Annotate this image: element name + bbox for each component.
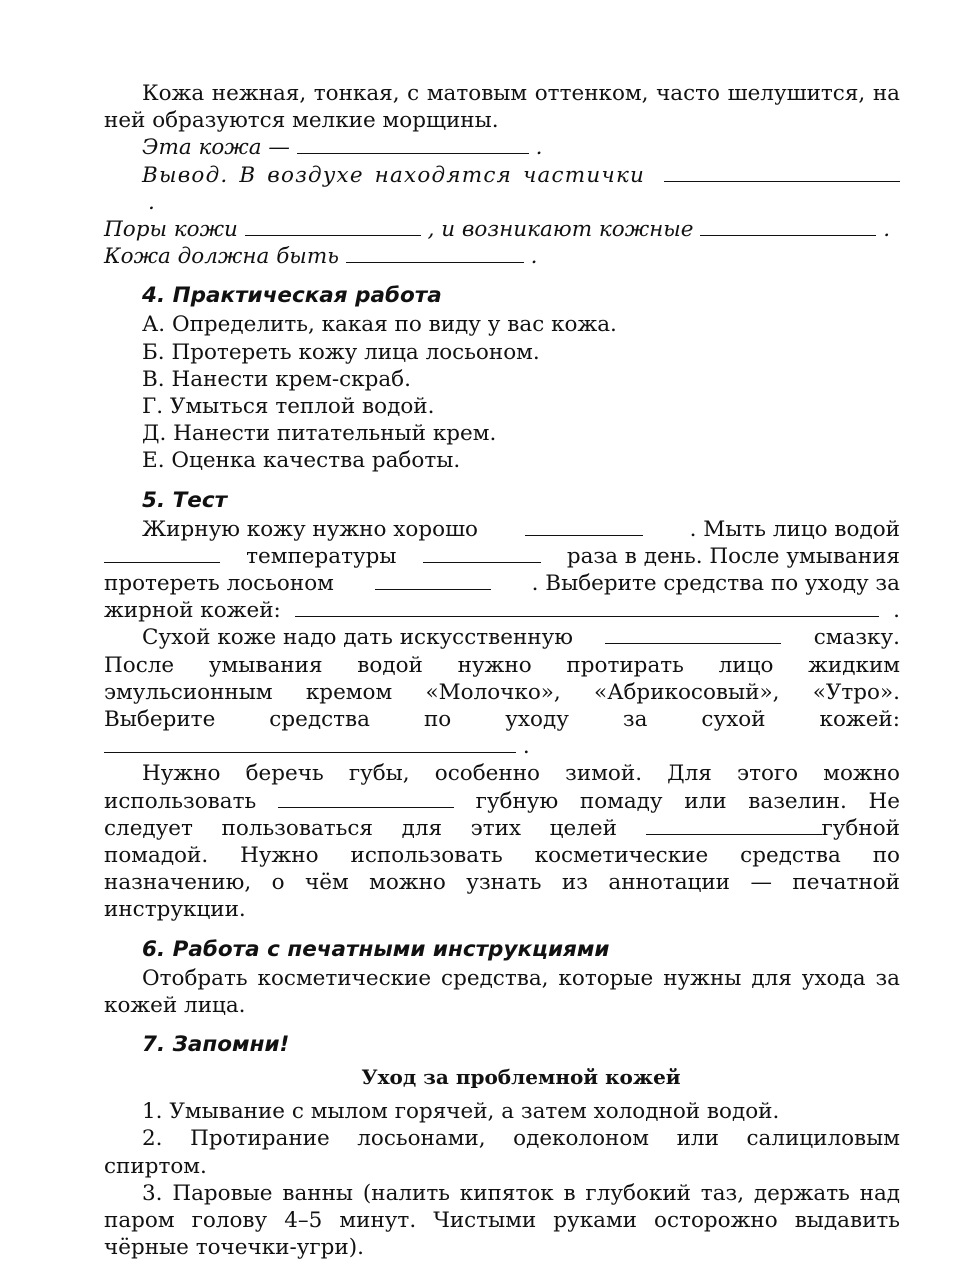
list-item: Д. Нанести питательный крем. (142, 421, 497, 447)
test-text: пользоваться для этих целей (221, 815, 617, 841)
list-item: Б. Протереть кожу лица лосьоном. (142, 339, 540, 365)
test-text: губной помадой. Нужно использовать косметические средства по назначению, о чём можно узнать из аннотации — печатной инструкции. (104, 815, 900, 923)
test-text: После умывания водой нужно протирать лицо жидким эмульсионным кремом «Молочко», «Абрикосовый», «Утро». Выберите средства по уходу за сухой кожей: (104, 652, 900, 733)
list-item: 1. Умывание с мылом горячей, а затем холодной водой. (142, 1099, 780, 1125)
section-6-text: Отобрать косметические средства, которые нужны для ухода за кожей лица. (104, 965, 900, 1018)
blank-water-temp[interactable] (104, 544, 220, 563)
section-4-heading: 4. Практическая работа (142, 283, 442, 309)
test-line-1 (104, 516, 900, 543)
blank-dry-products[interactable] (104, 734, 516, 753)
must-be-line (104, 243, 900, 270)
conclusion-line (104, 162, 900, 216)
list-item: А. Определить, какая по виду у вас кожа. (142, 312, 617, 338)
list-item: 2. Протирание лосьонами, одеколоном или салициловым спиртом. (104, 1126, 900, 1179)
list-item: Е. Оценка качества работы. (142, 448, 461, 474)
test-lips-paragraph (104, 760, 900, 923)
intro-paragraph: Кожа нежная, тонкая, с матовым оттенком, часто шелушится, на ней образуются мелкие морщины. (104, 81, 900, 134)
blank-artificial[interactable] (605, 625, 781, 644)
blank-lipstick-type[interactable] (278, 789, 454, 808)
test-line-2 (104, 543, 900, 570)
blank-oily-products[interactable] (295, 598, 879, 617)
blank-skin-disease[interactable] (700, 217, 876, 236)
test-line-4 (104, 597, 900, 624)
blank-lotion[interactable] (375, 571, 491, 590)
conclusion-label: Вывод. В воздухе находятся частички (142, 162, 646, 188)
test-text: Сухой коже надо дать искусственную (142, 625, 573, 651)
test-text: . Мыть лицо водой (689, 516, 900, 542)
test-line-3 (104, 570, 900, 597)
test-text: раза в день. После умывания (566, 543, 900, 569)
test-text: температуры (246, 543, 397, 569)
period: . (535, 135, 543, 161)
period: . (530, 244, 538, 270)
blank-particles[interactable] (664, 163, 900, 182)
test-text: жирной кожей: (104, 598, 281, 624)
blank-times[interactable] (423, 544, 541, 563)
test-text: губную помаду или вазелин. Не следует (104, 788, 900, 841)
list-item: В. Нанести крем-скраб. (142, 366, 411, 392)
section-7-subtitle: Уход за проблемной кожей (361, 1065, 681, 1090)
page-content (104, 80, 900, 1261)
blank-must-be[interactable] (346, 244, 524, 263)
blank-wash-well[interactable] (525, 517, 643, 536)
period: . (883, 217, 891, 243)
pores-label: Поры кожи (104, 217, 238, 243)
pores-mid-label: , и возникают кожные (427, 217, 694, 243)
this-skin-line (104, 134, 900, 161)
blank-skin-type[interactable] (297, 135, 529, 154)
test-line-5 (104, 624, 900, 651)
blank-lipstick-other[interactable] (646, 816, 822, 835)
section-7-heading: 7. Запомни! (142, 1032, 290, 1058)
test-text: протереть лосьоном (104, 571, 334, 597)
must-be-label: Кожа должна быть (104, 244, 339, 270)
test-text: смазку. (813, 625, 900, 651)
period: . (522, 734, 530, 760)
period: . (148, 189, 157, 215)
list-item: Г. Умыться теплой водой. (142, 394, 435, 420)
section-5-heading: 5. Тест (142, 487, 228, 513)
test-text: Жирную кожу нужно хорошо (142, 516, 479, 542)
blank-pores[interactable] (245, 217, 421, 236)
section-6-heading: 6. Работа с печатными инструкциями (142, 936, 610, 962)
pores-line (104, 216, 900, 243)
test-text: Нужно беречь губы, особенно зимой. Для этого можно использовать (104, 761, 900, 814)
period: . (893, 598, 900, 624)
this-skin-label: Эта кожа — (142, 135, 290, 161)
test-text: . Выберите средства по уходу за (531, 571, 900, 597)
test-dry-paragraph (104, 652, 900, 761)
list-item: 3. Паровые ванны (налить кипяток в глубокий таз, держать над паром голову 4–5 минут. Чистыми руками осторожно выдавить чёрные точечки-угри). (104, 1180, 900, 1261)
